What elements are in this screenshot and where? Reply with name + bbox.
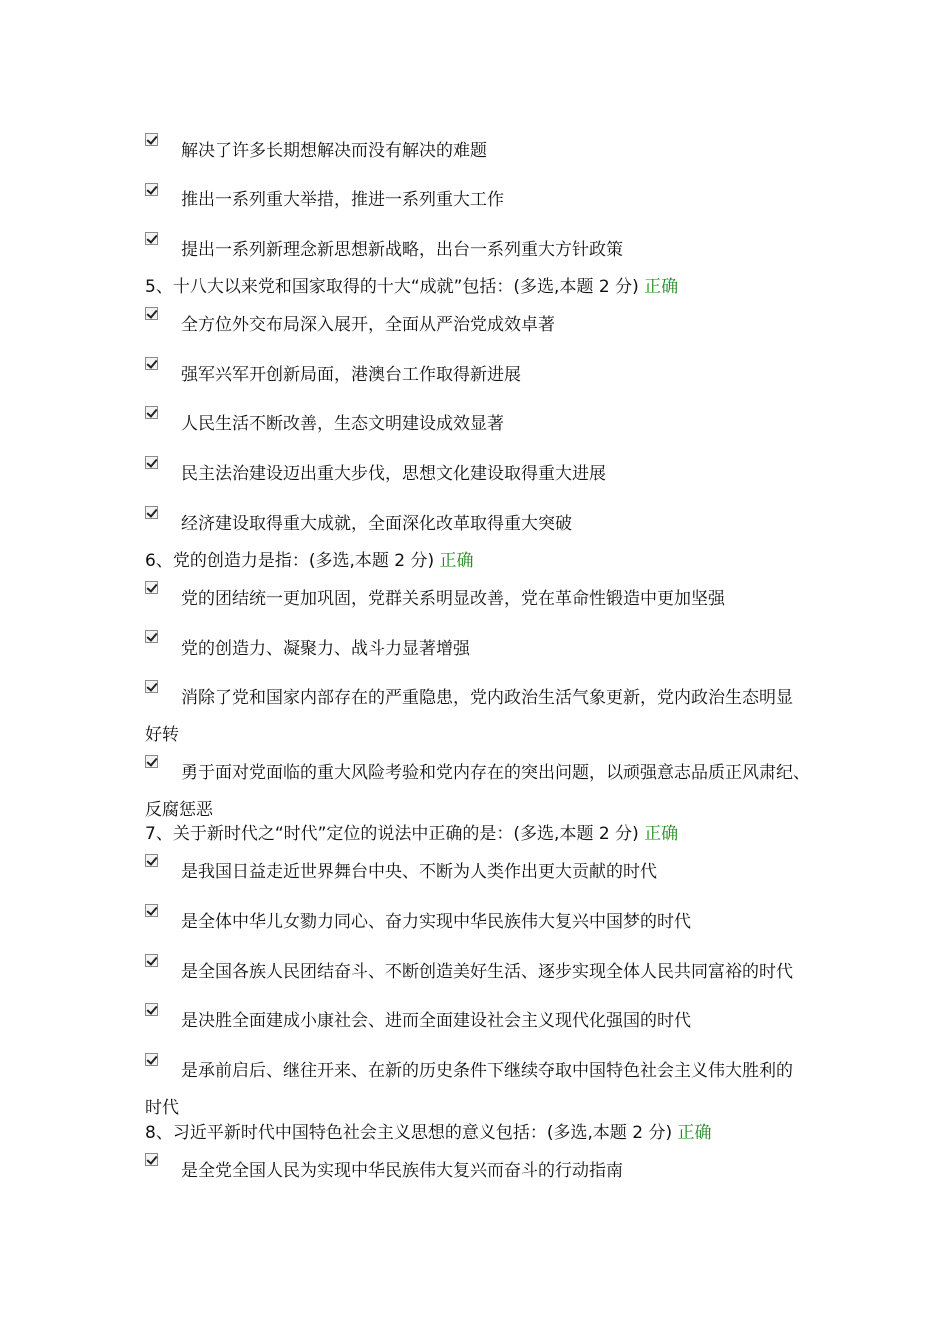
question-8 [145, 1121, 712, 1145]
option-text-continuation: 好转 [145, 725, 179, 745]
option-text: 是承前启后、继往开来、在新的历史条件下继续夺取中国特色社会主义伟大胜利的 [181, 1061, 793, 1081]
question-text: 7、关于新时代之“时代”定位的说法中正确的是：(多选,本题 2 分) [145, 824, 639, 844]
option-text: 党的团结统一更加巩固，党群关系明显改善，党在革命性锻造中更加坚强 [181, 589, 725, 609]
question-5 [145, 275, 678, 299]
checkbox-checked-icon[interactable] [145, 904, 158, 917]
checkbox-checked-icon[interactable] [145, 232, 158, 245]
checkbox-checked-icon[interactable] [145, 680, 158, 693]
option-text: 是我国日益走近世界舞台中央、不断为人类作出更大贡献的时代 [181, 862, 657, 882]
checkbox-checked-icon[interactable] [145, 133, 158, 146]
checkbox-checked-icon[interactable] [145, 307, 158, 320]
option-text-continuation: 反腐惩恶 [145, 800, 213, 820]
question-6 [145, 549, 474, 573]
option-text: 经济建设取得重大成就，全面深化改革取得重大突破 [181, 514, 572, 534]
checkbox-checked-icon[interactable] [145, 1003, 158, 1016]
checkbox-checked-icon[interactable] [145, 755, 158, 768]
checkbox-checked-icon[interactable] [145, 1153, 158, 1166]
option-text: 是全党全国人民为实现中华民族伟大复兴而奋斗的行动指南 [181, 1161, 623, 1181]
answer-status: 正确 [644, 277, 679, 297]
question-text: 8、习近平新时代中国特色社会主义思想的意义包括：(多选,本题 2 分) [145, 1123, 673, 1143]
checkbox-checked-icon[interactable] [145, 357, 158, 370]
checkbox-checked-icon[interactable] [145, 1053, 158, 1066]
option-text: 提出一系列新理念新思想新战略，出台一系列重大方针政策 [181, 240, 623, 260]
checkbox-checked-icon[interactable] [145, 506, 158, 519]
answer-status: 正确 [439, 551, 474, 571]
option-text: 消除了党和国家内部存在的严重隐患，党内政治生活气象更新，党内政治生态明显 [181, 688, 793, 708]
option-text: 全方位外交布局深入展开，全面从严治党成效卓著 [181, 315, 555, 335]
question-7 [145, 822, 678, 846]
answer-status: 正确 [677, 1123, 712, 1143]
option-text: 解决了许多长期想解决而没有解决的难题 [181, 141, 487, 161]
option-text: 是全体中华儿女勠力同心、奋力实现中华民族伟大复兴中国梦的时代 [181, 912, 691, 932]
option-text: 是决胜全面建成小康社会、进而全面建设社会主义现代化强国的时代 [181, 1011, 691, 1031]
checkbox-checked-icon[interactable] [145, 581, 158, 594]
answer-status: 正确 [644, 824, 679, 844]
checkbox-checked-icon[interactable] [145, 630, 158, 643]
checkbox-checked-icon[interactable] [145, 183, 158, 196]
option-text: 是全国各族人民团结奋斗、不断创造美好生活、逐步实现全体人民共同富裕的时代 [181, 962, 793, 982]
question-text: 6、党的创造力是指：(多选,本题 2 分) [145, 551, 435, 571]
question-text: 5、十八大以来党和国家取得的十大“成就”包括：(多选,本题 2 分) [145, 277, 639, 297]
option-text: 勇于面对党面临的重大风险考验和党内存在的突出问题，以顽强意志品质正风肃纪、 [181, 763, 810, 783]
option-text: 党的创造力、凝聚力、战斗力显著增强 [181, 639, 470, 659]
option-text: 推出一系列重大举措，推进一系列重大工作 [181, 190, 504, 210]
checkbox-checked-icon[interactable] [145, 456, 158, 469]
checkbox-checked-icon[interactable] [145, 954, 158, 967]
option-text: 民主法治建设迈出重大步伐，思想文化建设取得重大进展 [181, 464, 606, 484]
option-text: 强军兴军开创新局面，港澳台工作取得新进展 [181, 365, 521, 385]
option-text: 人民生活不断改善，生态文明建设成效显著 [181, 414, 504, 434]
option-text-continuation: 时代 [145, 1098, 179, 1118]
checkbox-checked-icon[interactable] [145, 406, 158, 419]
checkbox-checked-icon[interactable] [145, 854, 158, 867]
